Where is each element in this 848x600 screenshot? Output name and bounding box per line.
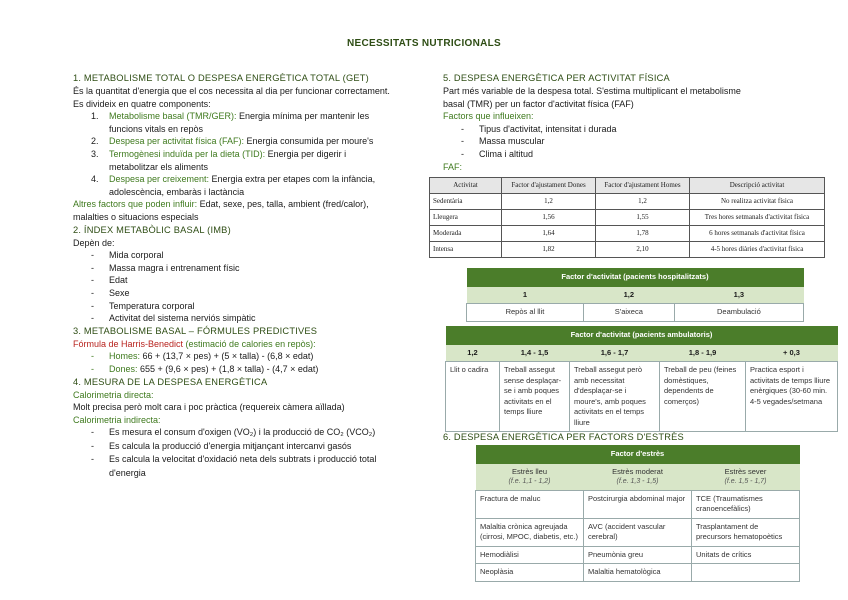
header-name: Estrès moderat <box>612 466 663 476</box>
table-cell: 1,78 <box>596 226 690 242</box>
table-cell: 1,55 <box>596 210 690 226</box>
other-factors <box>73 198 393 223</box>
section6-heading: 6. DESPESA ENERGÈTICA PER FACTORS D'ESTRÈS <box>443 432 684 442</box>
item-text: Energia mínima per mantenir les funcions vitals en repòs <box>109 111 370 134</box>
list-item <box>91 110 393 135</box>
list-item: - Sexe <box>91 287 130 298</box>
get-components-list <box>91 110 393 198</box>
table-header-row <box>467 287 804 304</box>
table-row <box>476 564 800 582</box>
table-cell: 4-5 hores diàries d'activitat física <box>690 242 825 258</box>
table-cell: Tres hores setmanals d'activitat física <box>690 210 825 226</box>
list-item: - Es calcula la producció d'energia mitjançant intercanvi gasós <box>91 440 393 454</box>
column-header: Factor d'ajustament Dones <box>502 178 596 194</box>
item-number: 4. <box>91 174 99 185</box>
item-text: Temperatura corporal <box>109 300 195 311</box>
table-row <box>430 226 825 242</box>
list-item: - Mida corporal <box>91 250 164 261</box>
table-cell: Hemodiàlisi <box>476 546 584 564</box>
list-item: - Dones: 655 + (9,6 × pes) + (1,8 × talla) - (4,7 × edat) <box>91 363 319 374</box>
table-cell: Malaltia crònica agreujada (cirrosi, MPOC, diabetis, etc.) <box>476 518 584 546</box>
table-cell: Malaltia hematològica <box>584 564 692 582</box>
table-cell: TCE (Traumatismes cranoencefàlics) <box>692 490 800 518</box>
section3-heading: 3. METABOLISME BASAL – FÓRMULES PREDICTIVES <box>73 325 318 336</box>
women-label: Dones: <box>109 363 138 374</box>
indirect-list <box>91 426 393 480</box>
table-title-row <box>446 326 838 345</box>
table-row <box>446 362 838 432</box>
item-text: Edat <box>109 275 128 286</box>
section1-intro: És la quantitat d'energia que el cos necessita al dia per funcionar correctament. Es divideix en quatre components: <box>73 86 390 109</box>
list-item <box>91 135 393 148</box>
list-item: - Clima i altitud <box>461 148 534 159</box>
item-text: Sexe <box>109 287 130 298</box>
section2-intro: Depèn de: <box>73 237 115 248</box>
left-column <box>73 72 393 480</box>
column-header: 1,4 - 1,5 <box>500 345 570 362</box>
table-cell: Deambulació <box>674 304 803 322</box>
item-number: 3. <box>91 148 99 159</box>
section5-heading: 5. DESPESA ENERGÈTICA PER ACTIVITAT FÍSICA <box>443 73 670 83</box>
item-text: Tipus d'activitat, intensitat i durada <box>479 123 617 134</box>
table-cell: Moderada <box>430 226 502 242</box>
item-number: 2. <box>91 136 99 147</box>
page-title: NECESSITATS NUTRICIONALS <box>346 38 502 49</box>
factors-label: Factors que influeixen: <box>443 111 534 122</box>
table-title-row <box>476 445 800 464</box>
men-label: Homes: <box>109 351 141 362</box>
column-header: 1 <box>467 287 584 304</box>
column-header: 1,2 <box>446 345 500 362</box>
table-header-row <box>430 178 825 194</box>
item-term: Despesa per creixement: <box>109 174 210 185</box>
item-text: Mida corporal <box>109 250 164 261</box>
ambulatory-activity-table <box>445 326 838 432</box>
list-item: - Activitat del sistema nerviós simpàtic <box>91 313 256 324</box>
table-cell: 2,10 <box>596 242 690 258</box>
item-text: Clima i altitud <box>479 148 534 159</box>
table-cell: S'aixeca <box>583 304 674 322</box>
direct-label: Calorimetria directa: <box>73 389 154 400</box>
table-cell: Practica esport i activitats de temps lliure enèrgiques (30-60 min. 4-5 vegades/setmana <box>746 362 838 432</box>
table-cell: Lleugera <box>430 210 502 226</box>
table-cell: Repòs al llit <box>467 304 584 322</box>
item-text: Es calcula la producció d'energia mitjançant intercanvi gasós <box>109 440 352 451</box>
table-row <box>476 546 800 564</box>
table-cell: Trasplantament de precursors hematopoètics <box>692 518 800 546</box>
item-text: Energia per digerir i metabolitzar els aliments <box>109 148 347 172</box>
column-header: Factor d'ajustament Homes <box>596 178 690 194</box>
item-term: Termogènesi induïda per la dieta (TID): <box>109 148 266 159</box>
table-cell: Neoplàsia <box>476 564 584 582</box>
stress-factor-table <box>475 445 800 582</box>
list-item: - Es calcula la velocitat d'oxidació neta dels subtrats i producció total d'energia <box>91 453 393 480</box>
column-header <box>476 464 584 491</box>
other-factors-text: Edat, sexe, pes, talla, ambient (fred/calor), malalties o situacions especials <box>73 199 369 222</box>
list-item: - Es mesura el consum d'oxigen (VO₂) i la producció de CO₂ (VCO₂) <box>91 426 393 440</box>
women-formula: 655 + (9,6 × pes) + (1,8 × talla) - (4,7 × edat) <box>137 363 319 374</box>
table-row <box>430 210 825 226</box>
section5-intro: Part més variable de la despesa total. S'estima multiplicant el metabolisme basal (TMR) per un factor d'activitat física (FAF) <box>443 86 741 109</box>
header-name: Estrès sever <box>724 466 767 476</box>
list-item <box>91 148 393 173</box>
table-cell: Treball de peu (feines domèstiques, dependents de comerços) <box>660 362 746 432</box>
table-cell: 1,82 <box>502 242 596 258</box>
column-header: 1,8 - 1,9 <box>660 345 746 362</box>
men-formula: 66 + (13,7 × pes) + (5 × talla) - (6,8 × edat) <box>140 351 314 362</box>
factors-list <box>461 123 843 161</box>
table-title: Factor d'estrès <box>476 445 800 464</box>
list-item: - Homes: 66 + (13,7 × pes) + (5 × talla) - (6,8 × edat) <box>91 351 314 362</box>
harris-benedict <box>73 338 393 351</box>
item-text: Massa magra i entrenament físic <box>109 262 240 273</box>
item-text: Energia consumida per moure's <box>244 136 374 147</box>
table-cell: Unitats de crítics <box>692 546 800 564</box>
table-cell: Treball assegut sense desplaçar-se i amb poques activitats en el temps lliure <box>500 362 570 432</box>
list-item: - Edat <box>91 275 128 286</box>
table-cell: Pneumònia greu <box>584 546 692 564</box>
column-header: 1,6 - 1,7 <box>570 345 660 362</box>
other-factors-label: Altres factors que poden influir: <box>73 199 198 210</box>
item-number: 1. <box>91 111 99 122</box>
formula-list <box>91 350 393 375</box>
table-header-row <box>476 464 800 491</box>
list-item: - Massa muscular <box>461 136 545 147</box>
section1-heading: 1. METABOLISME TOTAL O DESPESA ENERGÈTICA TOTAL (GET) <box>73 73 369 83</box>
table-cell: Intensa <box>430 242 502 258</box>
table-cell: 1,64 <box>502 226 596 242</box>
item-term: Despesa per activitat física (FAF): <box>109 136 245 147</box>
column-header <box>584 464 692 491</box>
right-column <box>433 72 843 258</box>
list-item: - Temperatura corporal <box>91 300 195 311</box>
header-name: Estrès lleu <box>511 466 547 476</box>
item-text: Massa muscular <box>479 136 545 147</box>
table-title-row <box>467 268 804 287</box>
item-text: Es mesura el consum d'oxigen (VO₂) i la producció de CO₂ (VCO₂) <box>109 427 376 438</box>
column-header <box>692 464 800 491</box>
formula-label: Fórmula de Harris-Benedict <box>73 338 184 349</box>
item-text: Energia extra per etapes com la infància, adolescència, embaràs i lactància <box>109 174 376 197</box>
table-cell: Sedentària <box>430 194 502 210</box>
indirect-label: Calorimetria indirecta: <box>73 414 161 425</box>
table-cell: 1,2 <box>596 194 690 210</box>
column-header: + 0,3 <box>746 345 838 362</box>
table-cell: No realitza activitat física <box>690 194 825 210</box>
column-header: 1,3 <box>674 287 803 304</box>
table-header-row <box>446 345 838 362</box>
section2-heading: 2. ÍNDEX METABÒLIC BASAL (IMB) <box>73 224 231 235</box>
list-item: - Massa magra i entrenament físic <box>91 262 240 273</box>
faf-table <box>429 177 825 258</box>
direct-text: Molt precisa però molt cara i poc pràctica (requereix càmera aïllada) <box>73 402 345 413</box>
table-cell: 6 hores setmanals d'activitat física <box>690 226 825 242</box>
table-cell: Fractura de maluc <box>476 490 584 518</box>
list-item: - Tipus d'activitat, intensitat i durada <box>461 123 617 134</box>
imb-factors-list <box>91 249 393 325</box>
table-title: Factor d'activitat (pacients ambulatoris) <box>446 326 838 345</box>
table-cell: 1,2 <box>502 194 596 210</box>
item-text: Es calcula la velocitat d'oxidació neta dels subtrats i producció total d'energia <box>109 454 377 478</box>
item-text: Activitat del sistema nerviós simpàtic <box>109 313 256 324</box>
faf-label: FAF: <box>443 161 463 172</box>
table-cell: AVC (accident vascular cerebral) <box>584 518 692 546</box>
table-cell: Treball assegut però amb necessitat d'desplaçar-se i moure's, amb poques activitats en el temps lliure <box>570 362 660 432</box>
table-title: Factor d'activitat (pacients hospitalitzats) <box>467 268 804 287</box>
column-header: Activitat <box>430 178 502 194</box>
table-row <box>476 490 800 518</box>
table-cell: Postcirurgia abdominal major <box>584 490 692 518</box>
column-header: 1,2 <box>583 287 674 304</box>
table-row <box>476 518 800 546</box>
list-item <box>91 173 393 198</box>
header-range: (f.e. 1,3 - 1,5) <box>616 478 659 485</box>
section4-heading: 4. MESURA DE LA DESPESA ENERGÈTICA <box>73 376 268 387</box>
item-term: Metabolisme basal (TMR/GER): <box>109 111 237 122</box>
table-cell: 1,56 <box>502 210 596 226</box>
formula-note: (estimació de calories en repòs): <box>183 338 316 349</box>
hospitalized-activity-table <box>466 268 804 322</box>
table-row <box>430 194 825 210</box>
table-cell: Llit o cadira <box>446 362 500 432</box>
header-range: (f.e. 1,5 - 1,7) <box>724 478 767 485</box>
header-range: (f.e. 1,1 - 1,2) <box>508 478 551 485</box>
column-header: Descripció activitat <box>690 178 825 194</box>
table-row <box>467 304 804 322</box>
table-row <box>430 242 825 258</box>
table-cell <box>692 564 800 582</box>
